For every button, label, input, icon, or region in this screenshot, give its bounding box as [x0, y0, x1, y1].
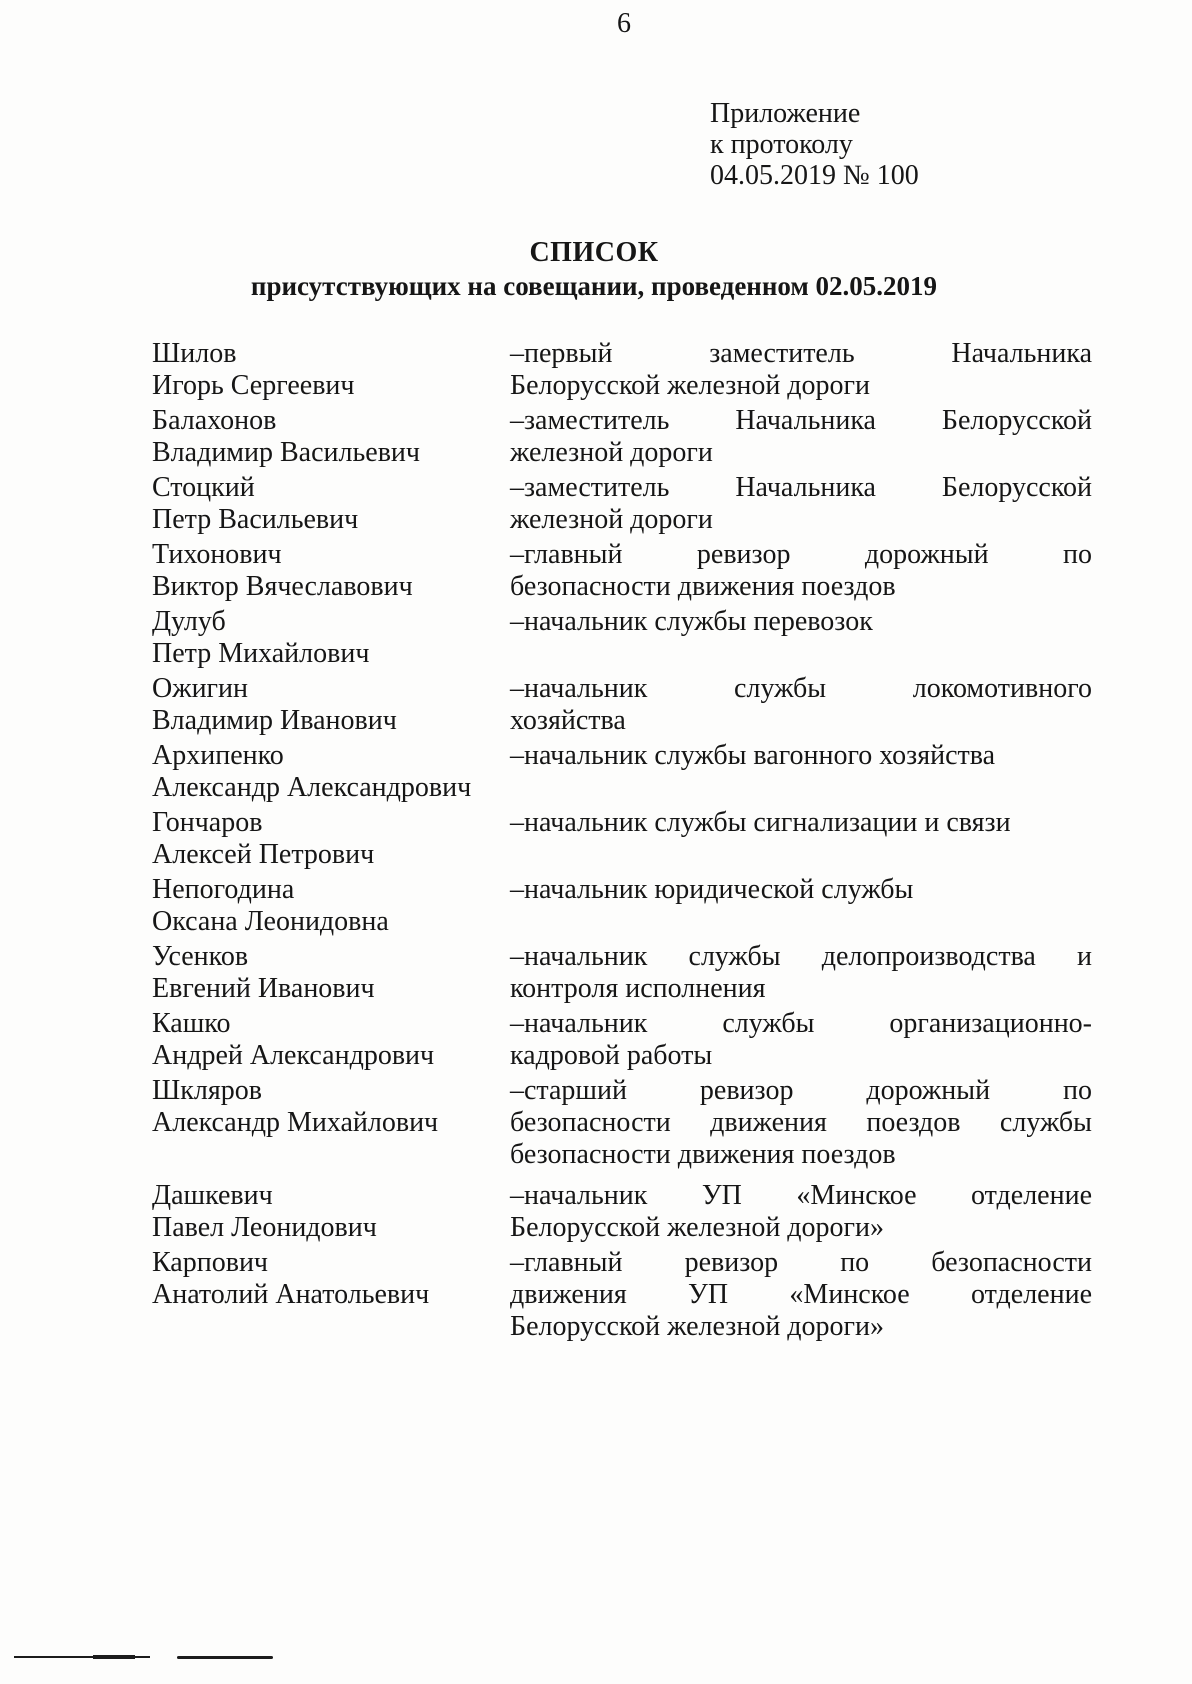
attendee-position: [510, 941, 1092, 1005]
list-item: [152, 874, 1092, 938]
attendee-surname: Шилов: [152, 338, 237, 369]
annex-line: к протоколу: [710, 129, 853, 160]
attendee-surname: Усенков: [152, 941, 249, 972]
attendee-surname: Архипенко: [152, 740, 284, 771]
attendee-position: [510, 1008, 1092, 1072]
scan-artifact-line: [93, 1655, 135, 1659]
attendee-name: [152, 874, 510, 938]
attendee-position-line: хозяйства: [510, 705, 626, 736]
attendee-position-line: –начальник УП «Минское отделение: [510, 1180, 1092, 1211]
attendee-position: [510, 405, 1092, 469]
page-number: 6: [617, 8, 631, 39]
list-item: [152, 539, 1092, 603]
attendee-position-line: контроля исполнения: [510, 973, 766, 1004]
list-item: [152, 1075, 1092, 1171]
attendee-position-line: –начальник службы вагонного хозяйства: [510, 740, 996, 771]
attendee-position-line: –начальник службы сигнализации и связи: [510, 807, 1011, 838]
attendee-position: [510, 874, 1092, 906]
attendee-position: [510, 1247, 1092, 1343]
attendee-position-line: –начальник службы локомотивного: [510, 673, 1092, 704]
attendee-given-names: Евгений Иванович: [152, 973, 375, 1004]
attendee-surname: Непогодина: [152, 874, 295, 905]
attendee-name: [152, 539, 510, 603]
attendee-name: [152, 1008, 510, 1072]
attendee-surname: Дашкевич: [152, 1180, 273, 1211]
attendee-position-line: –первый заместитель Начальника: [510, 338, 1092, 369]
attendee-name: [152, 338, 510, 402]
attendee-name: [152, 472, 510, 536]
attendee-position-line: движения УП «Минское отделение: [510, 1279, 1092, 1310]
list-item: [152, 1180, 1092, 1244]
attendee-position-line: безопасности движения поездов: [510, 1139, 896, 1170]
attendee-position: [510, 539, 1092, 603]
attendee-name: [152, 606, 510, 670]
attendee-position-line: –главный ревизор дорожный по: [510, 539, 1092, 570]
attendee-position-line: –заместитель Начальника Белорусской: [510, 405, 1092, 436]
attendee-position: [510, 472, 1092, 536]
list-item: [152, 740, 1092, 804]
document-title: СПИСОК: [529, 237, 659, 268]
attendee-given-names: Александр Александрович: [152, 772, 472, 803]
attendee-name: [152, 1180, 510, 1244]
attendee-given-names: Владимир Васильевич: [152, 437, 420, 468]
annex-line: Приложение: [710, 98, 861, 129]
attendee-name: [152, 673, 510, 737]
list-item: [152, 1008, 1092, 1072]
attendee-position-line: кадровой работы: [510, 1040, 713, 1071]
attendee-position-line: –начальник службы перевозок: [510, 606, 873, 637]
attendee-surname: Тихонович: [152, 539, 282, 570]
list-item: [152, 1247, 1092, 1343]
attendee-position: [510, 606, 1092, 638]
attendee-position: [510, 1180, 1092, 1244]
list-item: [152, 941, 1092, 1005]
attendee-position-line: –заместитель Начальника Белорусской: [510, 472, 1092, 503]
attendee-name: [152, 405, 510, 469]
attendee-name: [152, 807, 510, 871]
attendee-given-names: Оксана Леонидовна: [152, 906, 389, 937]
attendee-surname: Балахонов: [152, 405, 277, 436]
attendee-list: [152, 338, 1092, 1346]
attendee-name: [152, 941, 510, 1005]
attendee-given-names: Виктор Вячеславович: [152, 571, 413, 602]
attendee-position: [510, 673, 1092, 737]
attendee-position-line: железной дороги: [510, 437, 713, 468]
attendee-surname: Стоцкий: [152, 472, 255, 503]
list-item: [152, 472, 1092, 536]
attendee-name: [152, 740, 510, 804]
attendee-name: [152, 1247, 510, 1311]
attendee-given-names: Петр Михайлович: [152, 638, 370, 669]
attendee-name: [152, 1075, 510, 1139]
attendee-surname: Шкляров: [152, 1075, 262, 1106]
list-item: [152, 606, 1092, 670]
attendee-position-line: –начальник службы организационно-: [510, 1008, 1092, 1039]
attendee-surname: Ожигин: [152, 673, 249, 704]
list-item: [152, 405, 1092, 469]
scan-artifact-line: [177, 1656, 273, 1659]
attendee-position-line: Белорусской железной дороги»: [510, 1311, 885, 1342]
attendee-given-names: Павел Леонидович: [152, 1212, 377, 1243]
list-item: [152, 338, 1092, 402]
attendee-position: [510, 807, 1092, 839]
attendee-surname: Карпович: [152, 1247, 269, 1278]
attendee-given-names: Петр Васильевич: [152, 504, 359, 535]
attendee-position-line: –старший ревизор дорожный по: [510, 1075, 1092, 1106]
attendee-given-names: Андрей Александрович: [152, 1040, 435, 1071]
attendee-surname: Кашко: [152, 1008, 231, 1039]
list-item: [152, 807, 1092, 871]
attendee-position-line: –начальник службы делопроизводства и: [510, 941, 1092, 972]
attendee-position-line: безопасности движения поездов службы: [510, 1107, 1092, 1138]
attendee-given-names: Игорь Сергеевич: [152, 370, 355, 401]
attendee-surname: Гончаров: [152, 807, 263, 838]
title-block: [152, 236, 1036, 303]
attendee-position: [510, 1075, 1092, 1171]
attendee-given-names: Анатолий Анатольевич: [152, 1279, 430, 1310]
attendee-position-line: железной дороги: [510, 504, 713, 535]
attendee-given-names: Владимир Иванович: [152, 705, 397, 736]
attendee-position-line: –главный ревизор по безопасности: [510, 1247, 1092, 1278]
annex-line: 04.05.2019 № 100: [710, 160, 919, 191]
attendee-given-names: Алексей Петрович: [152, 839, 375, 870]
document-subtitle: присутствующих на совещании, проведенном 02.05.2019: [250, 271, 938, 301]
attendee-position-line: Белорусской железной дороги»: [510, 1212, 885, 1243]
list-item: [152, 673, 1092, 737]
attendee-position: [510, 338, 1092, 402]
attendee-surname: Дулуб: [152, 606, 226, 637]
attendee-position-line: Белорусской железной дороги: [510, 370, 871, 401]
attendee-given-names: Александр Михайлович: [152, 1107, 439, 1138]
annex-header: [710, 98, 919, 191]
attendee-position: [510, 740, 1092, 772]
attendee-position-line: –начальник юридической службы: [510, 874, 914, 905]
attendee-position-line: безопасности движения поездов: [510, 571, 896, 602]
